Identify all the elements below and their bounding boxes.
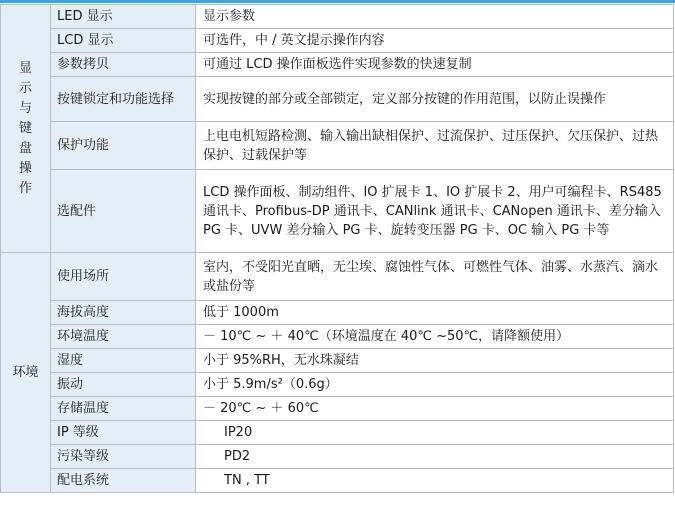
row-value: 小于 5.9m/s²（0.6g） — [196, 373, 674, 397]
row-value: － 10℃ ~ ＋ 40℃（环境温度在 40℃ ~50℃，请降额使用） — [196, 325, 674, 349]
row-value: LCD 操作面板、制动组件、IO 扩展卡 1、IO 扩展卡 2、用户可编程卡、RS485 通讯卡、Profibus-DP 通讯卡、CANlink 通讯卡、CANopen 通讯卡、差分输入 PG 卡、UVW 差分输入 PG 卡、旋转变压器 PG 卡、OC 输入 PG 卡等 — [196, 170, 674, 253]
row-value: 实现按键的部分或全部锁定，定义部分按键的作用范围，以防止误操作 — [196, 77, 674, 122]
row-label: 海拔高度 — [51, 301, 196, 325]
row-label: 选配件 — [51, 170, 196, 253]
table-row — [1, 397, 674, 421]
table-row — [1, 421, 674, 445]
row-value: IP20 — [196, 421, 674, 445]
table-row — [1, 301, 674, 325]
table-row — [1, 77, 674, 122]
row-label: LCD 显示 — [51, 29, 196, 53]
row-value: 可通过 LCD 操作面板选件实现参数的快速复制 — [196, 53, 674, 77]
row-label: 振动 — [51, 373, 196, 397]
row-value: 小于 95%RH，无水珠凝结 — [196, 349, 674, 373]
row-label: LED 显示 — [51, 5, 196, 29]
category-display-keypad: 显示与键盘操作 — [1, 5, 51, 253]
row-label: 使用场所 — [51, 253, 196, 301]
table-row — [1, 253, 674, 301]
row-value: 可选件，中 / 英文提示操作内容 — [196, 29, 674, 53]
category-environment: 环境 — [1, 253, 51, 493]
spec-table — [0, 4, 674, 493]
table-row — [1, 170, 674, 253]
table-row — [1, 469, 674, 493]
row-value: 上电电机短路检测、输入输出缺相保护、过流保护、过压保护、欠压保护、过热保护、过载保护等 — [196, 122, 674, 170]
row-value: 显示参数 — [196, 5, 674, 29]
table-row — [1, 325, 674, 349]
table-row — [1, 445, 674, 469]
table-row — [1, 349, 674, 373]
table-row — [1, 5, 674, 29]
row-value: PD2 — [196, 445, 674, 469]
row-label: 环境温度 — [51, 325, 196, 349]
row-label: IP 等级 — [51, 421, 196, 445]
row-label: 保护功能 — [51, 122, 196, 170]
table-row — [1, 373, 674, 397]
row-value: － 20℃ ~ ＋ 60℃ — [196, 397, 674, 421]
row-label: 配电系统 — [51, 469, 196, 493]
row-value: 低于 1000m — [196, 301, 674, 325]
row-label: 污染等级 — [51, 445, 196, 469]
top-rule — [0, 0, 675, 3]
row-label: 参数拷贝 — [51, 53, 196, 77]
row-label: 存储温度 — [51, 397, 196, 421]
row-value: 室内，不受阳光直晒，无尘埃、腐蚀性气体、可燃性气体、油雾、水蒸汽、滴水或盐份等 — [196, 253, 674, 301]
table-row — [1, 53, 674, 77]
table-row — [1, 29, 674, 53]
table-row — [1, 122, 674, 170]
row-label: 湿度 — [51, 349, 196, 373]
row-value: TN , TT — [196, 469, 674, 493]
row-label: 按键锁定和功能选择 — [51, 77, 196, 122]
